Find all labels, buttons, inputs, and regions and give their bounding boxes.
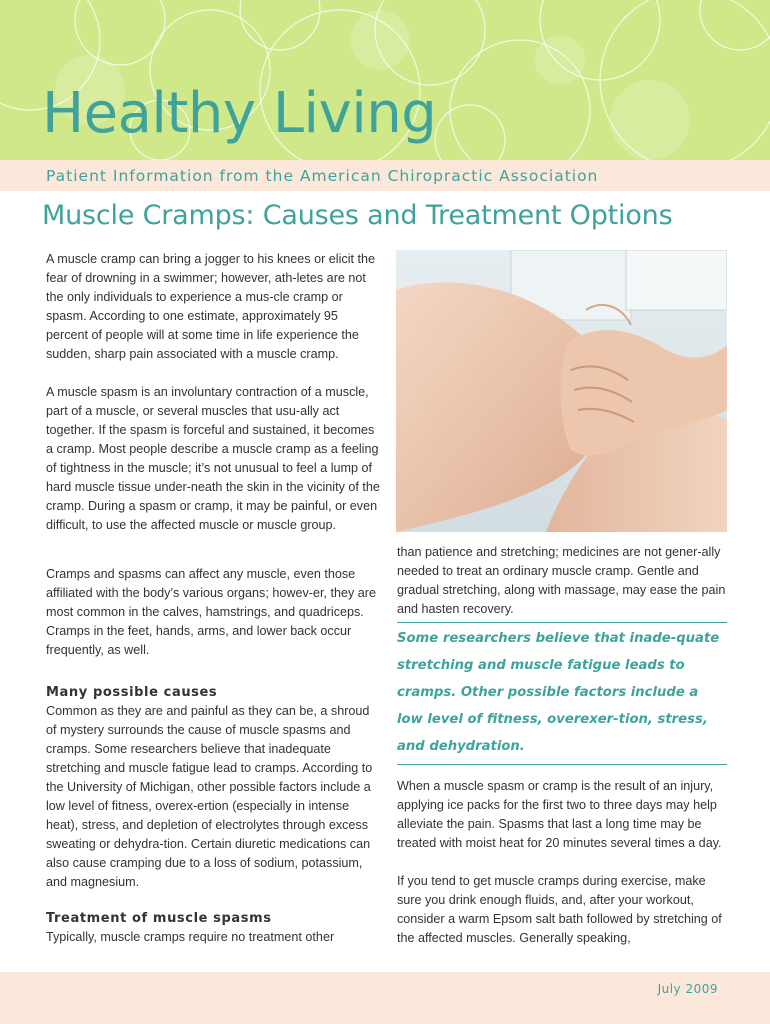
pull-quote: [397, 622, 727, 765]
pull-quote-text: Some researchers believe that inade-quate stretching and muscle fatigue leads to cramps. Other possible factors include a low level of fitness, overexer-tion, stress, and dehydration.: [397, 631, 720, 754]
causes-heading: Many possible causes: [46, 685, 218, 700]
knee-photo: [396, 250, 727, 532]
right-column: [397, 543, 733, 619]
left-column: [46, 250, 382, 947]
treatment-heading: Treatment of muscle spasms: [46, 911, 272, 926]
affected-paragraph: Cramps and spasms can affect any muscle, even those affiliated with the body’s various organs; howev-er, they are most common in the calves, hamstrings, and quadriceps. Cramps in the feet, hands, arms, and lower back occur frequently, as well.: [46, 567, 376, 657]
definition-paragraph: A muscle spasm is an involuntary contraction of a muscle, part of a muscle, or several muscles that usu-ally act together. If the spasm is forceful and sustained, it becomes a cramp. Most people describe a muscle cramp as a feeling of tightness in the muscle; it’s not unusual to feel a lump of hard muscle tissue under-neath the skin in the vicinity of the cramp. During a spasm or cramp, it may be painful, or even difficult, to use the affected muscle or muscle group.: [46, 385, 380, 532]
publication-subtitle: Patient Information from the American Chiropractic Association: [46, 167, 599, 185]
treatment-paragraph-start: Typically, muscle cramps require no treatment other: [46, 930, 335, 944]
article-title: Muscle Cramps: Causes and Treatment Options: [42, 200, 673, 231]
ice-paragraph: When a muscle spasm or cramp is the result of an injury, applying ice packs for the first two to three days may help alleviate the pain. Spasms that last a long time may be treated with moist heat for 20 minutes several times a day.: [397, 779, 722, 850]
intro-paragraph: A muscle cramp can bring a jogger to his knees or elicit the fear of drowning in a swimmer; however, ath-letes are not the only individuals to experience a mus-cle cramp or spasm. According to one estimate, approximately 95 percent of people will at some time in life experience the sudden, sharp pain associated with a muscle cramp.: [46, 252, 375, 361]
treatment-paragraph-continued: than patience and stretching; medicines are not gener-ally needed to treat an ordinary muscle cramp. Gentle and gradual stretching, along with massage, may ease the pain and hasten recovery.: [397, 545, 726, 616]
knee-illustration: [396, 250, 727, 532]
header-banner: [0, 0, 770, 160]
exercise-paragraph: If you tend to get muscle cramps during exercise, make sure you drink enough fluids, and, after your workout, consider a warm Epsom salt bath followed by stretching of the affected muscles. Generally speaking,: [397, 874, 722, 945]
footer-band: [0, 972, 770, 1024]
publication-title: Healthy Living: [42, 81, 437, 146]
issue-date: July 2009: [657, 982, 718, 996]
causes-paragraph: Common as they are and painful as they can be, a shroud of mystery surrounds the cause of muscle spasms and cramps. Some researchers believe that inadequate stretching and muscle fatigue lead to cramps. According to the University of Michigan, other possible factors include a low level of fitness, overex-ertion (especially in intense heat), stress, and depletion of electrolytes through excess sweating or dehydra-tion. Certain diuretic medications can also cause cramping due to a loss of sodium, potassium, and magnesium.: [46, 704, 373, 889]
right-column-lower: [397, 777, 733, 948]
